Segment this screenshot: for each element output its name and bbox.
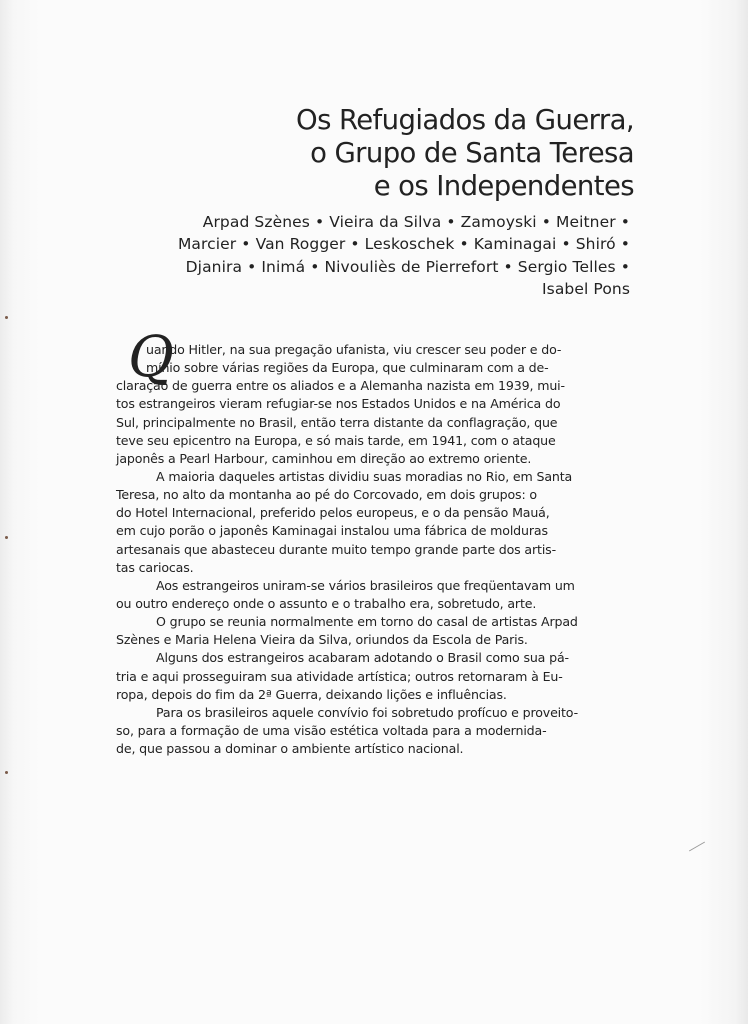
body-line: Aos estrangeiros uniram-se vários brasileiros que freqüentavam um xyxy=(156,577,575,593)
body-line: Alguns dos estrangeiros acabaram adotando o Brasil como sua pá- xyxy=(156,650,569,666)
body-text xyxy=(116,341,636,758)
chapter-title-line: e os Independentes xyxy=(373,170,634,202)
chapter-title xyxy=(154,104,634,203)
body-line: ou outro endereço onde o assunto e o trabalho era, sobretudo, arte. xyxy=(116,595,537,611)
body-line: Sul, principalmente no Brasil, então terra distante da conflagração, que xyxy=(116,414,558,430)
body-line: artesanais que abasteceu durante muito tempo grande parte dos artis- xyxy=(116,541,556,557)
body-line: O grupo se reunia normalmente em torno do casal de artistas Arpad xyxy=(156,614,578,630)
body-line: tria e aqui prosseguiram sua atividade artística; outros retornaram à Eu- xyxy=(116,668,563,684)
body-line: do Hotel Internacional, preferido pelos europeus, e o da pensão Mauá, xyxy=(116,505,550,521)
artist-list-line: Marcier • Van Rogger • Leskoschek • Kaminagai • Shiró • xyxy=(177,235,630,254)
chapter-title-line: Os Refugiados da Guerra, xyxy=(296,104,634,136)
body-line: mínio sobre várias regiões da Europa, que culminaram com a de- xyxy=(146,360,549,376)
drop-cap: Q xyxy=(128,325,174,390)
page-speck xyxy=(5,316,8,319)
body-line: tas cariocas. xyxy=(116,559,194,575)
body-line: Szènes e Maria Helena Vieira da Silva, oriundos da Escola de Paris. xyxy=(116,632,528,648)
artist-list-line: Arpad Szènes • Vieira da Silva • Zamoyski • Meitner • xyxy=(202,213,630,231)
body-line: de, que passou a dominar o ambiente artístico nacional. xyxy=(116,741,464,757)
artist-list-line: Djanira • Inimá • Nivouliès de Pierrefort • Sergio Telles • xyxy=(185,257,630,276)
artist-list xyxy=(110,211,630,300)
body-line: tos estrangeiros vieram refugiar-se nos Estados Unidos e na América do xyxy=(116,396,561,412)
body-line: japonês a Pearl Harbour, caminhou em direção ao extremo oriente. xyxy=(116,450,532,466)
body-line: uando Hitler, na sua pregação ufanista, viu crescer seu poder e do- xyxy=(146,342,562,357)
chapter-title-line: o Grupo de Santa Teresa xyxy=(310,137,634,169)
body-line: claração de guerra entre os aliados e a Alemanha nazista em 1939, mui- xyxy=(116,378,565,394)
body-line: so, para a formação de uma visão estética voltada para a modernida- xyxy=(116,722,547,738)
artist-list-line: Isabel Pons xyxy=(541,279,630,298)
body-line: teve seu epicentro na Europa, e só mais tarde, em 1941, com o ataque xyxy=(116,432,556,448)
body-line: A maioria daqueles artistas dividiu suas moradias no Rio, em Santa xyxy=(156,468,573,484)
page-speck xyxy=(5,771,8,774)
body-line: Teresa, no alto da montanha ao pé do Corcovado, em dois grupos: o xyxy=(116,487,537,503)
body-line: Para os brasileiros aquele convívio foi sobretudo profícuo e proveito- xyxy=(156,704,578,720)
page-speck xyxy=(5,536,8,539)
body-line: em cujo porão o japonês Kaminagai instalou uma fábrica de molduras xyxy=(116,523,548,539)
page-scratch xyxy=(689,842,705,852)
body-line: ropa, depois do fim da 2ª Guerra, deixando lições e influências. xyxy=(116,686,507,702)
